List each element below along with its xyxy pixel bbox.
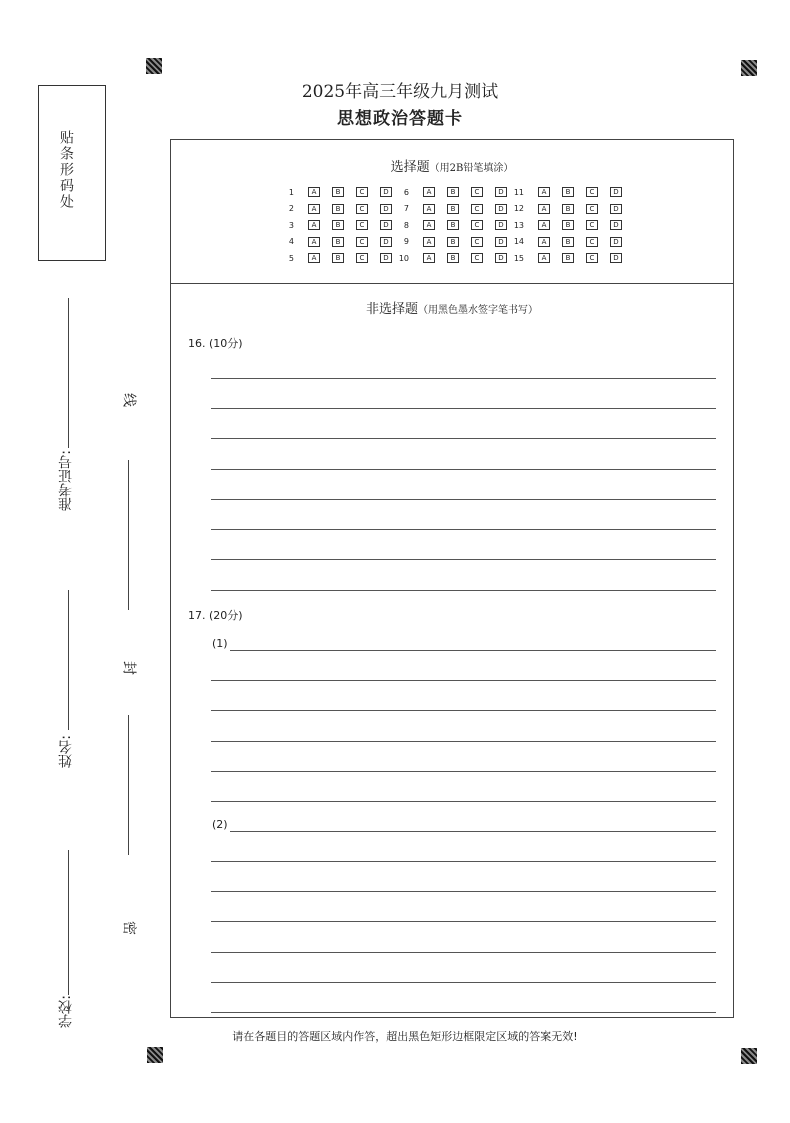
mc-question-row <box>510 234 622 251</box>
q17-answer-line[interactable] <box>211 680 716 681</box>
name-label: 姓名: <box>58 735 74 768</box>
mc-question-number: 4 <box>288 237 294 247</box>
mc-option-bubble[interactable]: C <box>586 253 598 263</box>
mc-option-bubble[interactable]: C <box>586 187 598 197</box>
school-label: 学校: <box>58 995 74 1028</box>
mc-option-bubble[interactable]: C <box>586 237 598 247</box>
mc-option-bubble[interactable]: D <box>495 220 507 230</box>
mc-question-row <box>280 234 392 251</box>
mc-option-bubble[interactable]: B <box>332 237 344 247</box>
mc-option-bubble[interactable]: A <box>423 253 435 263</box>
q17-answer-line[interactable] <box>211 952 716 953</box>
q17-label: 17. (20分) <box>188 609 243 622</box>
mc-question-number: 6 <box>403 187 409 197</box>
mc-option-bubble[interactable]: A <box>308 187 320 197</box>
mc-option-bubble[interactable]: B <box>447 237 459 247</box>
school-line <box>68 850 69 995</box>
mc-option-bubble[interactable]: A <box>308 220 320 230</box>
mc-option-bubble[interactable]: A <box>538 253 550 263</box>
mc-option-bubble[interactable]: A <box>538 204 550 214</box>
q16-answer-line[interactable] <box>211 378 716 379</box>
q17-answer-line[interactable] <box>211 921 716 922</box>
mc-option-bubble[interactable]: A <box>423 187 435 197</box>
footer-notice: 请在各题目的答题区域内作答，超出黑色矩形边框限定区域的答案无效! <box>232 1030 578 1043</box>
mc-option-bubble[interactable]: D <box>495 253 507 263</box>
mc-option-bubble[interactable]: B <box>562 253 574 263</box>
q17-answer-line[interactable] <box>230 650 716 651</box>
q16-answer-line[interactable] <box>211 559 716 560</box>
mc-option-bubble[interactable]: D <box>495 187 507 197</box>
mc-question-row <box>395 184 507 201</box>
mc-option-bubble[interactable]: D <box>610 237 622 247</box>
mc-question-row <box>280 201 392 218</box>
multiple-choice-section <box>170 139 734 284</box>
non-mc-instruction: （用黑色墨水签字笔书写） <box>418 305 538 316</box>
mc-question-number: 11 <box>513 187 524 197</box>
mc-option-bubble[interactable]: B <box>562 204 574 214</box>
mc-question-row <box>395 217 507 234</box>
mc-option-bubble[interactable]: C <box>471 220 483 230</box>
q16-answer-line[interactable] <box>211 529 716 530</box>
mc-question-number: 9 <box>403 237 409 247</box>
q17-part1-label: (1) <box>212 637 228 650</box>
mc-option-bubble[interactable]: C <box>356 220 368 230</box>
mc-question-row <box>510 201 622 218</box>
mc-option-bubble[interactable]: B <box>332 204 344 214</box>
mc-option-bubble[interactable]: B <box>562 237 574 247</box>
mc-option-bubble[interactable]: C <box>586 220 598 230</box>
corner-marker-bottom-right <box>741 1048 757 1064</box>
q16-answer-line[interactable] <box>211 438 716 439</box>
mc-question-row <box>280 250 392 267</box>
mc-option-bubble[interactable]: C <box>471 237 483 247</box>
mc-option-bubble[interactable]: A <box>538 220 550 230</box>
mc-option-bubble[interactable]: C <box>471 253 483 263</box>
mc-question-row <box>395 250 507 267</box>
seal-char-line: 线 <box>123 391 137 407</box>
mc-option-bubble[interactable]: D <box>380 187 392 197</box>
mc-option-bubble[interactable]: A <box>423 204 435 214</box>
q16-answer-line[interactable] <box>211 499 716 500</box>
corner-marker-top-right <box>741 60 757 76</box>
q16-answer-line[interactable] <box>211 408 716 409</box>
mc-option-bubble[interactable]: D <box>380 237 392 247</box>
mc-title-text: 选择题 <box>390 160 430 175</box>
mc-option-bubble[interactable]: A <box>308 237 320 247</box>
mc-option-bubble[interactable]: B <box>332 187 344 197</box>
mc-option-bubble[interactable]: B <box>447 187 459 197</box>
mc-option-bubble[interactable]: A <box>538 187 550 197</box>
mc-option-bubble[interactable]: A <box>308 253 320 263</box>
mc-question-number: 5 <box>288 253 294 263</box>
q17-answer-line[interactable] <box>211 741 716 742</box>
mc-column-3 <box>510 184 622 267</box>
mc-question-row <box>280 217 392 234</box>
mc-column-2 <box>395 184 507 267</box>
mc-question-number: 1 <box>288 187 294 197</box>
mc-option-bubble[interactable]: D <box>495 204 507 214</box>
mc-option-bubble[interactable]: B <box>447 204 459 214</box>
mc-question-row <box>510 250 622 267</box>
q16-answer-line[interactable] <box>211 469 716 470</box>
mc-title <box>170 156 734 175</box>
mc-option-bubble[interactable]: A <box>308 204 320 214</box>
seal-char-seal: 封 <box>123 659 137 675</box>
mc-option-bubble[interactable]: C <box>356 237 368 247</box>
mc-question-row <box>395 201 507 218</box>
mc-option-bubble[interactable]: C <box>471 204 483 214</box>
q17-part2-label: (2) <box>212 818 228 831</box>
q17-answer-line[interactable] <box>211 771 716 772</box>
mc-option-bubble[interactable]: D <box>610 253 622 263</box>
mc-option-bubble[interactable]: C <box>356 187 368 197</box>
mc-option-bubble[interactable]: C <box>356 204 368 214</box>
mc-option-bubble[interactable]: B <box>562 187 574 197</box>
mc-option-bubble[interactable]: D <box>380 253 392 263</box>
mc-question-number: 12 <box>513 204 524 214</box>
mc-option-bubble[interactable]: A <box>538 237 550 247</box>
mc-option-bubble[interactable]: C <box>586 204 598 214</box>
exam-title: 2025年高三年级九月测试 <box>301 82 499 102</box>
q17-answer-line[interactable] <box>211 1012 716 1013</box>
mc-question-number: 15 <box>513 253 524 263</box>
non-mc-title <box>170 298 734 317</box>
mc-question-row <box>510 184 622 201</box>
mc-option-bubble[interactable]: B <box>447 220 459 230</box>
mc-question-number: 3 <box>288 220 294 230</box>
q17-answer-line[interactable] <box>211 982 716 983</box>
mc-question-row <box>510 217 622 234</box>
corner-marker-bottom-left <box>147 1047 163 1063</box>
mc-question-number: 7 <box>403 204 409 214</box>
corner-marker-top-left <box>146 58 162 74</box>
mc-option-bubble[interactable]: D <box>610 204 622 214</box>
mc-option-bubble[interactable]: D <box>380 220 392 230</box>
mc-option-bubble[interactable]: B <box>332 220 344 230</box>
mc-option-bubble[interactable]: D <box>610 220 622 230</box>
mc-option-bubble[interactable]: B <box>562 220 574 230</box>
mc-question-number: 13 <box>513 220 524 230</box>
seal-line-1 <box>128 460 129 610</box>
mc-option-bubble[interactable]: D <box>380 204 392 214</box>
q17-answer-line[interactable] <box>211 891 716 892</box>
mc-question-row <box>395 234 507 251</box>
mc-question-number: 10 <box>398 253 409 263</box>
mc-option-bubble[interactable]: B <box>332 253 344 263</box>
mc-column-1 <box>280 184 392 267</box>
barcode-label: 贴条形码处 <box>58 130 74 210</box>
q17-answer-line[interactable] <box>211 861 716 862</box>
mc-option-bubble[interactable]: A <box>423 220 435 230</box>
mc-instruction: （用2B铅笔填涂） <box>429 163 514 174</box>
seal-char-secret: 密 <box>123 919 137 935</box>
q17-answer-line[interactable] <box>211 710 716 711</box>
mc-option-bubble[interactable]: C <box>356 253 368 263</box>
admission-label: 准考证号: <box>58 450 74 511</box>
admission-line <box>68 298 69 448</box>
mc-option-bubble[interactable]: C <box>471 187 483 197</box>
mc-question-number: 8 <box>403 220 409 230</box>
q17-answer-line[interactable] <box>230 831 716 832</box>
mc-option-bubble[interactable]: D <box>610 187 622 197</box>
non-mc-title-text: 非选择题 <box>365 302 418 317</box>
mc-question-row <box>280 184 392 201</box>
q17-answer-line[interactable] <box>211 801 716 802</box>
mc-option-bubble[interactable]: B <box>447 253 459 263</box>
subject-title: 思想政治答题卡 <box>337 109 463 129</box>
q16-label: 16. (10分) <box>188 337 243 350</box>
seal-line-2 <box>128 715 129 855</box>
mc-question-number: 14 <box>513 237 524 247</box>
name-line <box>68 590 69 730</box>
mc-option-bubble[interactable]: D <box>495 237 507 247</box>
mc-option-bubble[interactable]: A <box>423 237 435 247</box>
q16-answer-line[interactable] <box>211 590 716 591</box>
mc-question-number: 2 <box>288 204 294 214</box>
